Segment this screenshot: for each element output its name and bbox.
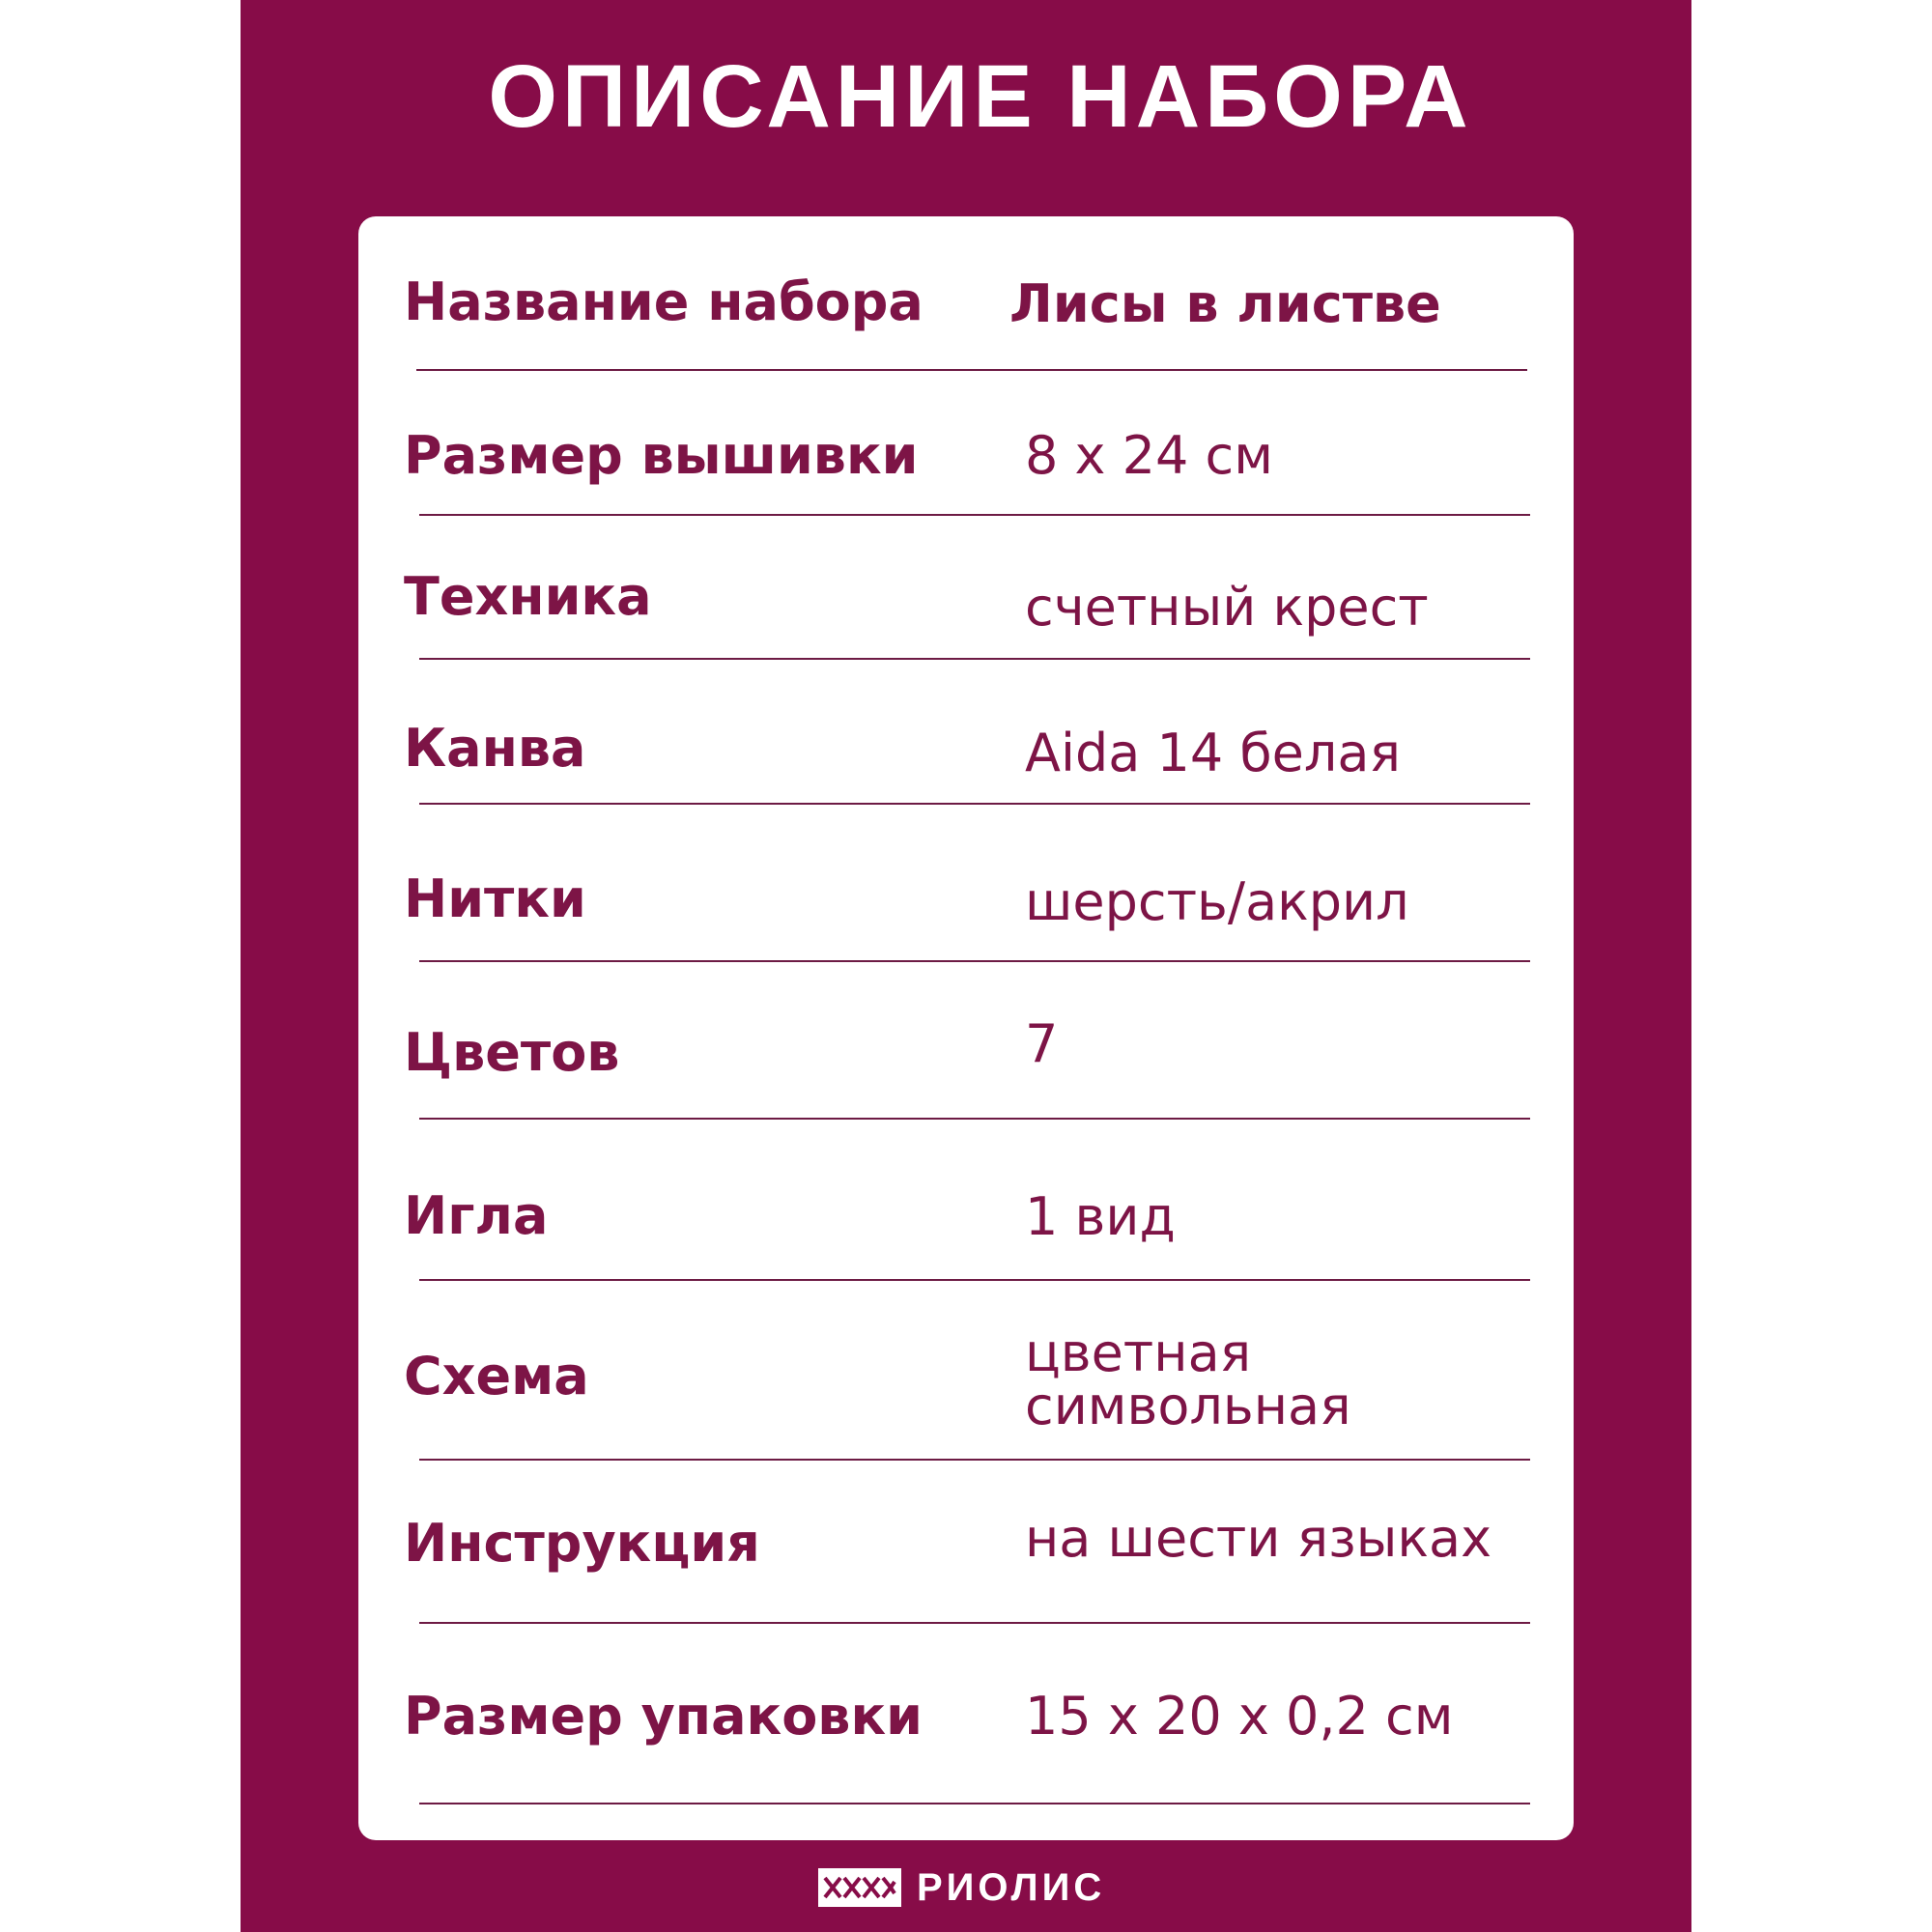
row-divider — [419, 514, 1530, 516]
description-card — [358, 216, 1574, 1840]
row-value: счетный крест — [1025, 577, 1429, 638]
row-divider — [419, 1622, 1530, 1624]
brand-name: РИОЛИС — [917, 1866, 1106, 1909]
row-value: Лисы в листве — [1009, 273, 1441, 334]
row-divider — [416, 369, 1527, 371]
row-divider — [419, 803, 1530, 805]
row-label: Схема — [404, 1346, 589, 1406]
row-divider — [419, 1459, 1530, 1461]
row-label: Размер упаковки — [404, 1686, 923, 1747]
row-divider — [419, 960, 1530, 962]
info-panel — [241, 0, 1691, 1932]
page-title: ОПИСАНИЕ НАБОРА — [488, 47, 1473, 146]
row-divider — [419, 1803, 1530, 1804]
row-value: Aida 14 белая — [1025, 723, 1401, 783]
row-label: Нитки — [404, 868, 586, 929]
row-label: Инструкция — [404, 1513, 760, 1574]
row-label: Техника — [404, 566, 652, 627]
row-value-line2: символьная — [1025, 1376, 1351, 1436]
row-label: Размер вышивки — [404, 425, 919, 486]
row-label: Цветов — [404, 1022, 620, 1083]
riolis-logo-icon — [818, 1868, 901, 1907]
row-value: цветная — [1025, 1322, 1252, 1383]
row-divider — [419, 1279, 1530, 1281]
row-value: 8 х 24 см — [1025, 425, 1273, 486]
row-label: Канва — [404, 718, 586, 779]
row-value: 7 — [1025, 1013, 1059, 1074]
row-label: Игла — [404, 1185, 549, 1246]
row-label: Название набора — [404, 271, 923, 332]
row-divider — [419, 658, 1530, 660]
row-value: 15 х 20 х 0,2 см — [1025, 1686, 1454, 1747]
brand-logo — [818, 1866, 1105, 1909]
row-value: 1 вид — [1025, 1186, 1176, 1247]
row-divider — [419, 1118, 1530, 1120]
row-value: шерсть/акрил — [1025, 871, 1409, 932]
row-value: на шести языках — [1025, 1508, 1492, 1569]
